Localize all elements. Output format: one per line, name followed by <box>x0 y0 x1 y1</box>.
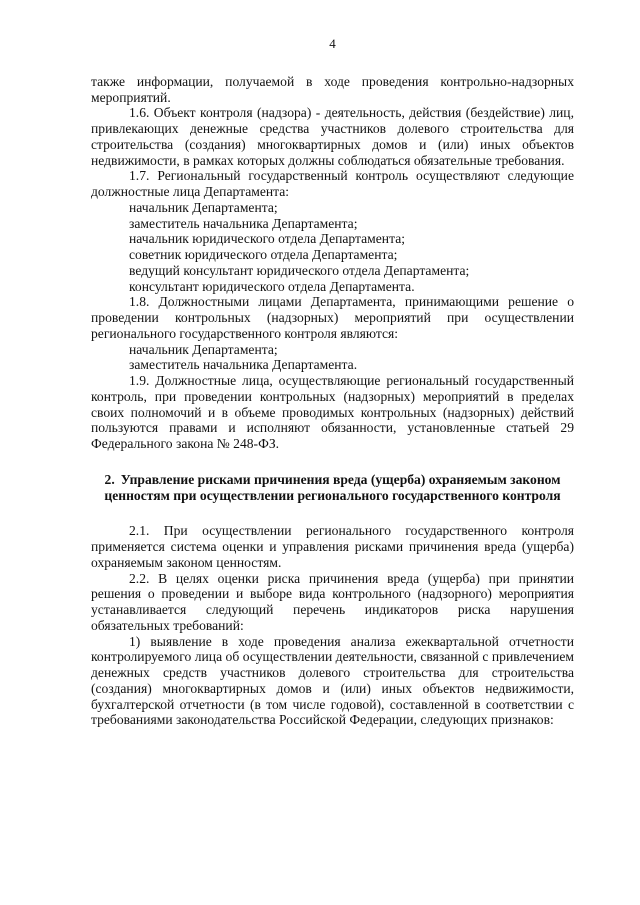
paragraph-1-6: 1.6. Объект контроля (надзора) - деятельность, действия (бездействие) лиц, привлекающих денежные средства участников долевого строительства для строительства (создания) многоквартирных домов и (или) иных объектов недвижимости, в рамках которых должны соблюдаться обязательные требования. <box>91 105 574 168</box>
official-list-item: начальник юридического отдела Департамента; <box>129 231 406 247</box>
official-list-item: ведущий консультант юридического отдела Департамента; <box>129 262 470 278</box>
document-page <box>91 36 574 728</box>
section-2-title: Управление рисками причинения вреда (ущерба) охраняемым законом ценностям при осуществлении регионального государственного контроля <box>104 471 561 503</box>
paragraph-continuation: также информации, получаемой в ходе проведения контрольно-надзорных мероприятий. <box>91 73 574 105</box>
section-2-heading <box>91 472 574 504</box>
paragraph-1-8: 1.8. Должностными лицами Департамента, принимающими решение о проведении контрольных (надзорных) мероприятий при осуществлении регионального государственного контроля являются: <box>91 294 574 341</box>
paragraph-2-1: 2.1. При осуществлении регионального государственного контроля применяется система оценки и управления рисками причинения вреда (ущерба) охраняемым законом ценностям. <box>91 523 574 570</box>
paragraph-2-2-item-1: 1) выявление в ходе проведения анализа ежеквартальной отчетности контролируемого лица об осуществлении деятельности, связанной с привлечением денежных средств участников долевого строительства для строительства (создания) многоквартирных домов и (или) иных объектов недвижимости, бухгалтерской отчетности (в том числе годовой), составленной в соответствии с требованиями законодательства Российской Федерации, следующих признаков: <box>91 633 574 728</box>
official-list-item: консультант юридического отдела Департамента. <box>129 278 415 294</box>
paragraph-1-7: 1.7. Региональный государственный контроль осуществляют следующие должностные лица Департамента: <box>91 168 574 199</box>
official-list-item: заместитель начальника Департамента; <box>129 215 358 231</box>
paragraph-2-2: 2.2. В целях оценки риска причинения вреда (ущерба) при принятии решения о проведении и выборе вида контрольного (надзорного) мероприятия устанавливается следующий перечень индикаторов риска нарушения обязательных требований: <box>91 570 574 633</box>
decision-maker-list-item: начальник Департамента; <box>129 341 278 357</box>
section-2-number: 2. <box>104 471 115 487</box>
official-list-item: начальник Департамента; <box>129 199 278 215</box>
paragraph-1-9: 1.9. Должностные лица, осуществляющие региональный государственный контроль, при проведении контрольных (надзорных) мероприятий в пределах своих полномочий и в объеме проводимых контрольных (надзорных) действий пользуются правами и исполняют обязанности, установленные статьей 29 Федерального закона № 248-ФЗ. <box>91 373 574 451</box>
official-list-item: советник юридического отдела Департамента; <box>129 247 398 262</box>
decision-maker-list-item: заместитель начальника Департамента. <box>129 357 358 373</box>
page-number: 4 <box>329 36 336 51</box>
